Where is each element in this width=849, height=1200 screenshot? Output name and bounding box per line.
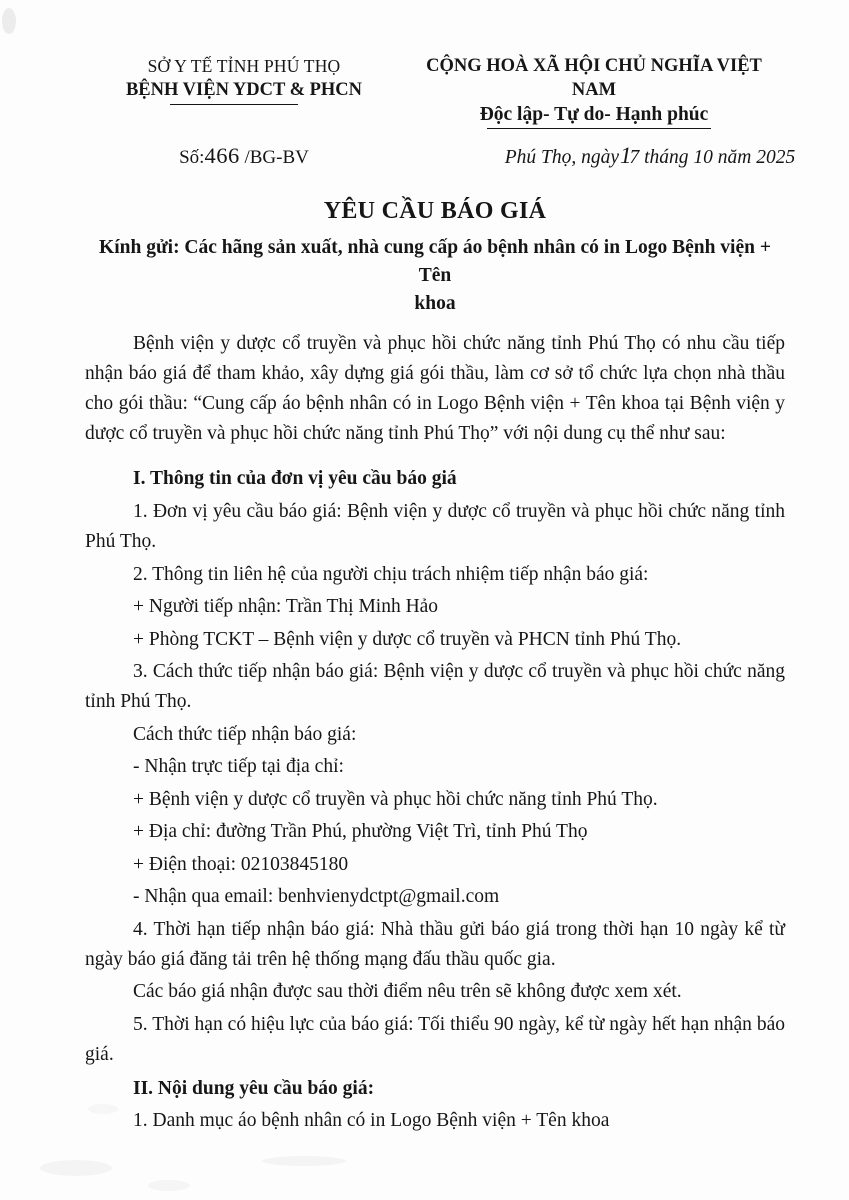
document-number-suffix: /BG-BV: [239, 147, 309, 168]
recipient-line2: khoa: [414, 293, 456, 314]
section-1-heading: I. Thông tin của đơn vị yêu cầu báo giá: [133, 468, 457, 489]
item-late-note: Các báo giá nhận được sau thời điểm nêu trên sẽ không được xem xét.: [133, 981, 682, 1002]
national-motto-block: [403, 54, 785, 129]
place-date-line: [459, 143, 841, 169]
document-number-prefix: Số:: [179, 147, 205, 168]
org-parent-name: SỞ Y TẾ TỈNH PHÚ THỌ: [147, 56, 341, 76]
date-rest: 7 tháng 10 năm 2025: [629, 147, 796, 168]
national-title: CỘNG HOÀ XÃ HỘI CHỦ NGHĨA VIỆT NAM: [426, 56, 762, 100]
section-2-heading: II. Nội dung yêu cầu báo giá:: [133, 1077, 375, 1099]
org-name: BỆNH VIỆN YDCT & PHCN: [125, 80, 363, 100]
national-motto: Độc lập- Tự do- Hạnh phúc: [479, 104, 709, 125]
date-prefix: Phú Thọ, ngày: [504, 147, 620, 168]
document-title: YÊU CẦU BÁO GIÁ: [323, 198, 547, 224]
item-email: - Nhận qua email: benhvienydctpt@gmail.com: [133, 886, 500, 907]
org-underline: [170, 104, 298, 105]
item-receiving-method: 3. Cách thức tiếp nhận báo giá: Bệnh viện y dược cổ truyền và phục hồi chức năng tỉnh Phú Thọ.: [85, 661, 785, 712]
document-body: [85, 329, 785, 1136]
motto-underline: [487, 128, 711, 129]
item-phone: + Điện thoại: 02103845180: [133, 853, 349, 875]
handwritten-day-digit: 1: [620, 143, 632, 168]
document-number-value: 466: [204, 143, 240, 168]
document-number: [85, 143, 403, 169]
item-address: + Địa chỉ: đường Trần Phú, phường Việt Trì, tỉnh Phú Thọ: [133, 821, 588, 842]
section-2-item-1: 1. Danh mục áo bệnh nhân có in Logo Bệnh viện + Tên khoa: [133, 1110, 610, 1131]
recipient-line: [85, 234, 785, 318]
item-contact-person: + Người tiếp nhận: Trần Thị Minh Hảo: [133, 596, 439, 617]
issuing-org-block: [85, 54, 403, 129]
item-validity: 5. Thời hạn có hiệu lực của báo giá: Tối thiểu 90 ngày, kể từ ngày hết hạn nhận báo giá.: [85, 1013, 785, 1065]
item-contact-info: 2. Thông tin liên hệ của người chịu trách nhiệm tiếp nhận báo giá:: [133, 563, 649, 585]
item-contact-department: + Phòng TCKT – Bệnh viện y dược cổ truyền và PHCN tỉnh Phú Thọ.: [133, 628, 682, 650]
document-header: [85, 54, 785, 129]
item-requesting-unit: 1. Đơn vị yêu cầu báo giá: Bệnh viện y dược cổ truyền và phục hồi chức năng tỉnh Phú Thọ.: [85, 501, 785, 552]
header-meta-row: [85, 143, 796, 169]
item-receive-hospital: + Bệnh viện y dược cổ truyền và phục hồi chức năng tỉnh Phú Thọ.: [133, 788, 658, 810]
item-deadline: 4. Thời hạn tiếp nhận báo giá: Nhà thầu gửi báo giá trong thời hạn 10 ngày kể từ ngày báo giá đăng tải trên hệ thống mạng đấu thầu quốc gia.: [85, 918, 785, 970]
recipient-line1: Kính gửi: Các hãng sản xuất, nhà cung cấp áo bệnh nhân có in Logo Bệnh viện + Tên: [99, 237, 771, 286]
item-receive-direct: - Nhận trực tiếp tại địa chỉ:: [133, 756, 344, 777]
intro-paragraph: Bệnh viện y dược cổ truyền và phục hồi chức năng tỉnh Phú Thọ có nhu cầu tiếp nhận báo giá để tham khảo, xây dựng giá gói thầu, làm cơ sở tổ chức lựa chọn nhà thầu cho gói thầu: “Cung cấp áo bệnh nhân có in Logo Bệnh viện + Tên khoa tại Bệnh viện y dược cổ truyền và phục hồi chức năng tỉnh Phú Thọ” với nội dung cụ thể như sau:: [85, 333, 785, 444]
item-receiving-method-label: Cách thức tiếp nhận báo giá:: [133, 723, 357, 745]
